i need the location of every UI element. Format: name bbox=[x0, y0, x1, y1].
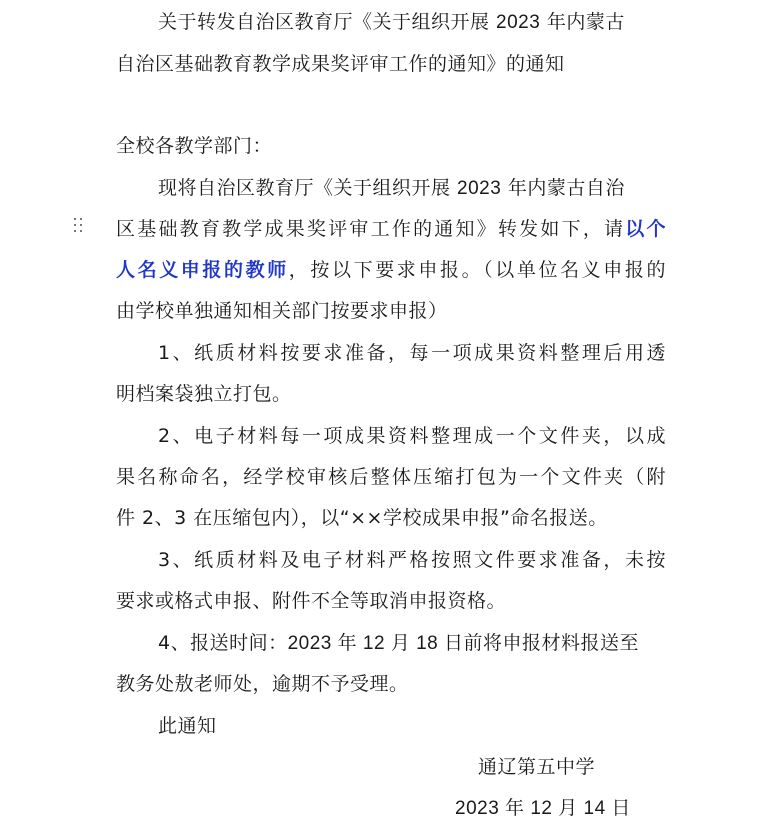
intro-line-2: 区基础教育教学成果奖评审工作的通知》转发如下，请以个 bbox=[116, 218, 666, 240]
salutation: 全校各教学部门： bbox=[116, 135, 273, 157]
title-line-2: 自治区基础教育教学成果奖评审工作的通知》的通知 bbox=[116, 53, 565, 75]
closing: 此通知 bbox=[158, 715, 217, 737]
item-1-line-1: 1、纸质材料按要求准备，每一项成果资料整理后用透 bbox=[158, 342, 666, 364]
item-4-line-2: 教务处敖老师处，逾期不予受理。 bbox=[116, 673, 409, 695]
signature-org: 通辽第五中学 bbox=[478, 756, 596, 778]
item-4-line-1: 4、报送时间：2023 年 12 月 18 日前将申报材料报送至 bbox=[158, 632, 640, 654]
highlighted-text: 人名义申报的教师 bbox=[116, 259, 289, 281]
item-3-line-1: 3、纸质材料及电子材料严格按照文件要求准备，未按 bbox=[158, 549, 666, 571]
drag-handle-icon[interactable] bbox=[74, 218, 86, 238]
signature-date: 2023 年 12 月 14 日 bbox=[455, 798, 631, 819]
title-line-1: 关于转发自治区教育厅《关于组织开展 2023 年内蒙古 bbox=[158, 11, 625, 33]
intro-line-3: 人名义申报的教师，按以下要求申报。（以单位名义申报的 bbox=[116, 259, 666, 281]
intro-line-1: 现将自治区教育厅《关于组织开展 2023 年内蒙古自治 bbox=[158, 177, 625, 199]
item-2-line-1: 2、电子材料每一项成果资料整理成一个文件夹，以成 bbox=[158, 425, 666, 447]
item-3-line-2: 要求或格式申报、附件不全等取消申报资格。 bbox=[116, 590, 507, 612]
highlighted-text: 以个 bbox=[625, 218, 666, 240]
intro-line-4: 由学校单独通知相关部门按要求申报） bbox=[116, 300, 448, 322]
item-2-line-3: 件 2、3 在压缩包内），以“××学校成果申报”命名报送。 bbox=[116, 507, 608, 529]
item-2-line-2: 果名称命名，经学校审核后整体压缩打包为一个文件夹（附 bbox=[116, 466, 666, 488]
item-1-line-2: 明档案袋独立打包。 bbox=[116, 383, 292, 405]
